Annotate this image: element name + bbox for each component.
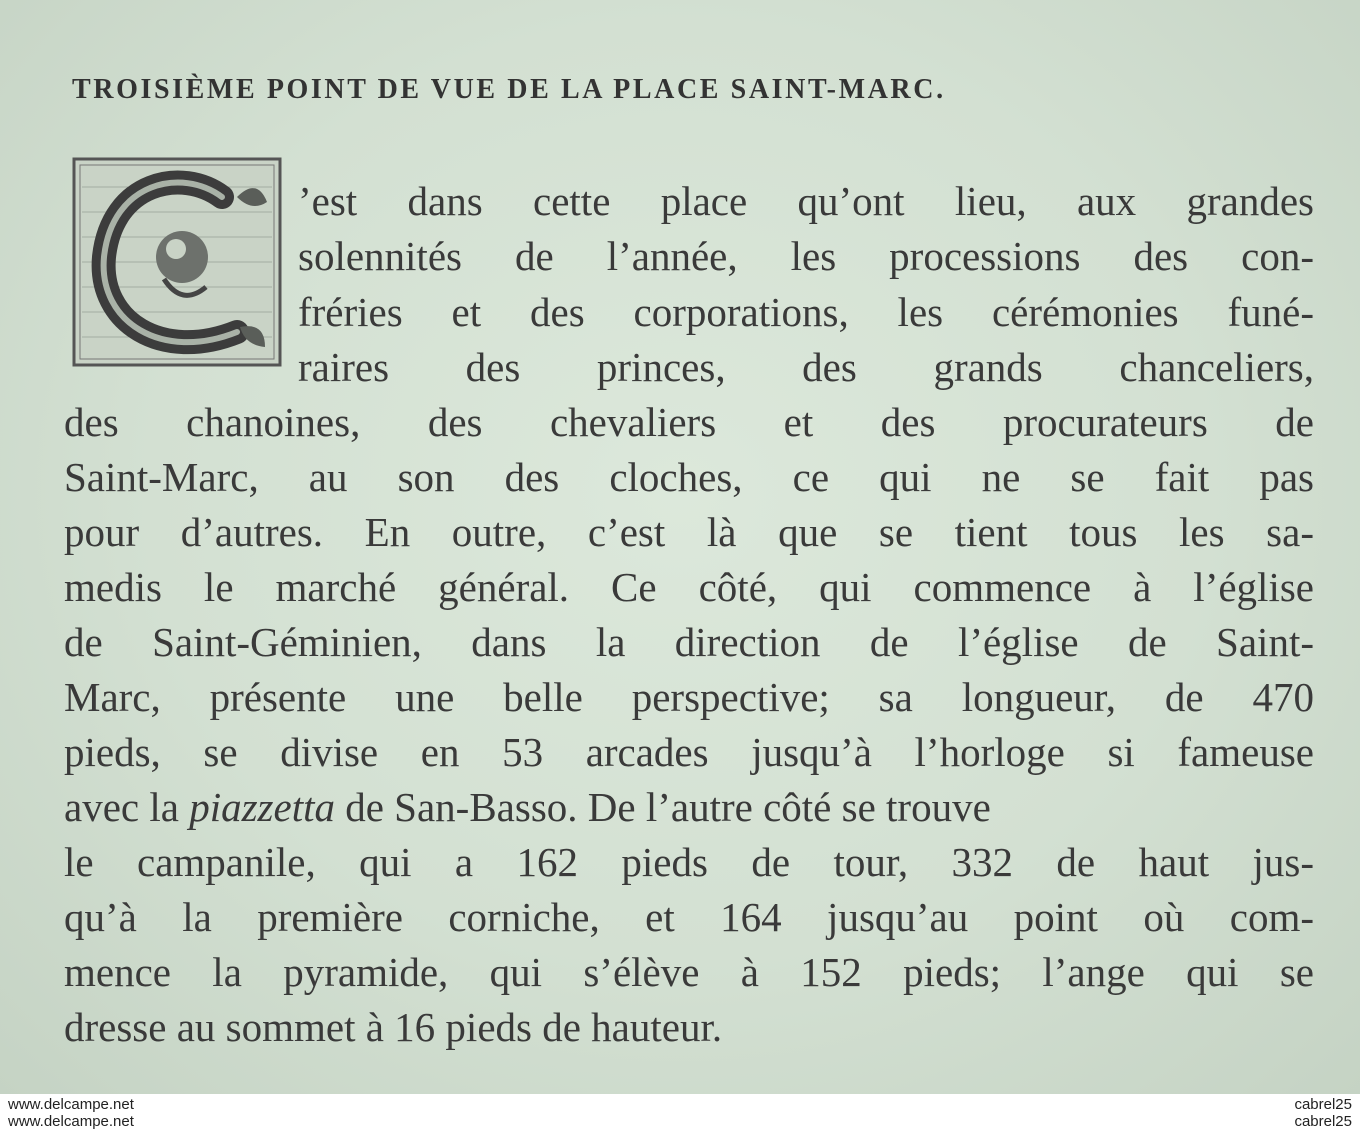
text-line-1: ’est dans cette place qu’ont lieu, aux grandes bbox=[298, 178, 1314, 224]
text-line-10: Marc, présente une belle perspective; sa longueur, de 470 bbox=[64, 674, 1314, 720]
text-line-6: Saint-Marc, au son des cloches, ce qui ne se fait pas bbox=[64, 454, 1314, 500]
text-line-8: medis le marché général. Ce côté, qui commence à l’église bbox=[64, 564, 1314, 610]
watermark-user-1: cabrel25 bbox=[1294, 1096, 1352, 1113]
text-line-2: solennités de l’année, les processions des con- bbox=[298, 233, 1314, 279]
text-line-16: dresse au sommet à 16 pieds de hauteur. bbox=[64, 1004, 723, 1050]
text-line-3: fréries et des corporations, les cérémonies funé- bbox=[298, 289, 1314, 335]
watermark-footer bbox=[0, 1094, 1360, 1132]
text-line-14: qu’à la première corniche, et 164 jusqu’au point où com- bbox=[64, 894, 1314, 940]
watermark-url-1[interactable]: www.delcampe.net bbox=[8, 1096, 134, 1113]
page-heading: TROISIÈME POINT DE VUE DE LA PLACE SAINT-MARC. bbox=[72, 74, 946, 105]
text-line-12-end: de San-Basso. De l’autre côté se trouve bbox=[334, 784, 991, 830]
text-line-12 bbox=[64, 784, 1314, 830]
text-line-5: des chanoines, des chevaliers et des procurateurs de bbox=[64, 399, 1314, 445]
text-line-7: pour d’autres. En outre, c’est là que se tient tous les sa- bbox=[64, 509, 1314, 555]
text-line-9: de Saint-Géminien, dans la direction de l’église de Saint- bbox=[64, 619, 1314, 665]
text-line-12-start: avec la bbox=[64, 784, 190, 830]
watermark-user-2: cabrel25 bbox=[1294, 1113, 1352, 1130]
text-line-13: le campanile, qui a 162 pieds de tour, 332 de haut jus- bbox=[64, 839, 1314, 885]
ornamental-initial-c bbox=[72, 157, 282, 367]
text-line-4: raires des princes, des grands chanceliers, bbox=[298, 344, 1314, 390]
italic-term: piazzetta bbox=[189, 784, 335, 830]
text-line-11: pieds, se divise en 53 arcades jusqu’à l’horloge si fameuse bbox=[64, 729, 1314, 775]
text-line-15: mence la pyramide, qui s’élève à 152 pieds; l’ange qui se bbox=[64, 949, 1314, 995]
watermark-url-2[interactable]: www.delcampe.net bbox=[8, 1113, 134, 1130]
